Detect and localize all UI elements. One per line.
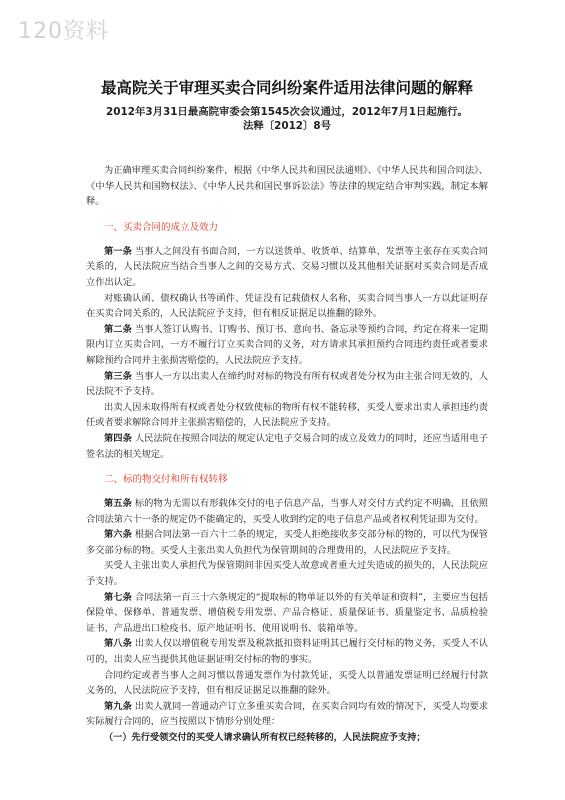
article-label: 第一条 bbox=[104, 245, 132, 257]
article-9 bbox=[86, 699, 488, 730]
document-title: 最高院关于审理买卖合同纠纷案件适用法律问题的解释 bbox=[100, 79, 473, 97]
article-4 bbox=[86, 431, 488, 462]
article-8 bbox=[86, 636, 488, 667]
article-text: 出卖人仅以增值税专用发票及税款抵扣资料证明其已履行交付标的物义务，买受人不认可的，出卖人应当提供其他证据证明交付标的物的事实。 bbox=[86, 638, 488, 666]
article-text: 合同法第一百三十六条规定的“提取标的物单证以外的有关单证和资料”，主要应当包括保险单、保修单、普通发票、增值税专用发票、产品合格证、质量保证书、质量鉴定书、品质检验证书、产品进出口检疫书、原产地证明书、使用说明书、装箱单等。 bbox=[86, 591, 488, 634]
article-label: 第四条 bbox=[104, 432, 132, 444]
article-5 bbox=[86, 496, 488, 527]
article-label: 第九条 bbox=[104, 700, 132, 712]
article-3-paragraph-2: 出卖人因未取得所有权或者处分权致使标的物所有权不能转移，买受人要求出卖人承担违约责任或者要求解除合同并主张损害赔偿的，人民法院应予支持。 bbox=[86, 401, 488, 429]
article-text: 当事人一方以出卖人在缔约时对标的物没有所有权或者处分权为由主张合同无效的，人民法院不予支持。 bbox=[86, 370, 488, 398]
article-2 bbox=[86, 322, 488, 369]
section-heading-1: 一、买卖合同的成立及效力 bbox=[104, 221, 219, 233]
subtitle-doc-number: 法释〔2012〕8号 bbox=[242, 120, 332, 132]
article-label: 第七条 bbox=[104, 591, 132, 603]
document-page bbox=[86, 76, 488, 746]
article-text: 标的物为无需以有形载体交付的电子信息产品，当事人对交付方式约定不明确，且依照合同法第六十一条的规定仍不能确定的，买受人收到约定的电子信息产品或者权利凭证即为交付。 bbox=[86, 498, 488, 525]
watermark-logo: 120资料 bbox=[18, 19, 109, 44]
article-6-paragraph-2: 买受人主张出卖人承担代为保管期间非因买受人故意或者重大过失造成的损失的，人民法院应予支持。 bbox=[86, 560, 488, 588]
document-subtitle bbox=[86, 105, 488, 133]
article-text: 当事人之间没有书面合同，一方以送货单、收货单、结算单、发票等主张存在买卖合同关系的，人民法院应当结合当事人之间的交易方式、交易习惯以及其他相关证据对买卖合同是否成立作出认定。 bbox=[86, 245, 488, 288]
article-8-paragraph-2: 合同约定或者当事人之间习惯以普通发票作为付款凭证，买受人以普通发票证明已经履行付款义务的，人民法院应予支持，但有相反证据足以推翻的除外。 bbox=[86, 669, 488, 697]
article-text: 人民法院在按照合同法的规定认定电子交易合同的成立及效力的同时，还应当适用电子签名法的相关规定。 bbox=[86, 432, 488, 460]
subtitle-date-line: 2012年3月31日最高院审委会第1545次会议通过，2012年7月1日起施行。 bbox=[106, 106, 468, 118]
article-label: 第六条 bbox=[104, 529, 132, 541]
article-text: 根据合同法第一百六十二条的规定，买受人拒绝接收多交部分标的物的，可以代为保管多交部分标的物。买受人主张出卖人负担代为保管期间的合理费用的，人民法院应予支持。 bbox=[86, 529, 488, 556]
article-1 bbox=[86, 244, 488, 291]
article-label: 第八条 bbox=[104, 638, 132, 650]
article-6 bbox=[86, 527, 488, 558]
article-3 bbox=[86, 369, 488, 400]
article-text: 当事人签订认购书、订购书、预订书、意向书、备忘录等预约合同，约定在将来一定期限内订立买卖合同，一方不履行订立买卖合同的义务，对方请求其承担预约合同违约责任或者要求解除预约合同并主张损害赔偿的，人民法院应予支持。 bbox=[86, 323, 488, 366]
document-body bbox=[86, 163, 488, 746]
article-label: 第二条 bbox=[104, 323, 132, 335]
article-label: 第三条 bbox=[104, 370, 132, 382]
article-1-paragraph-2: 对账确认函、债权确认书等函件、凭证没有记载债权人名称，买卖合同当事人一方以此证明存在买卖合同关系的，人民法院应予支持，但有相反证据足以推翻的除外。 bbox=[86, 292, 488, 320]
intro-paragraph: 为正确审理买卖合同纠纷案件，根据《中华人民共和国民法通则》、《中华人民共和国合同法》、《中华人民共和国物权法》、《中华人民共和国民事诉讼法》等法律的规定结合审判实践，制定本解释。 bbox=[86, 165, 488, 208]
article-9-item-1: （一）先行受领交付的买受人请求确认所有权已经转移的，人民法院应予支持； bbox=[104, 732, 426, 743]
article-text: 出卖人就同一普通动产订立多重买卖合同，在买卖合同均有效的情况下，买受人均要求实际履行合同的，应当按照以下情形分别处理： bbox=[86, 700, 488, 728]
article-label: 第五条 bbox=[104, 498, 132, 510]
section-heading-2: 二、标的物交付和所有权转移 bbox=[104, 474, 228, 486]
article-7 bbox=[86, 590, 488, 637]
